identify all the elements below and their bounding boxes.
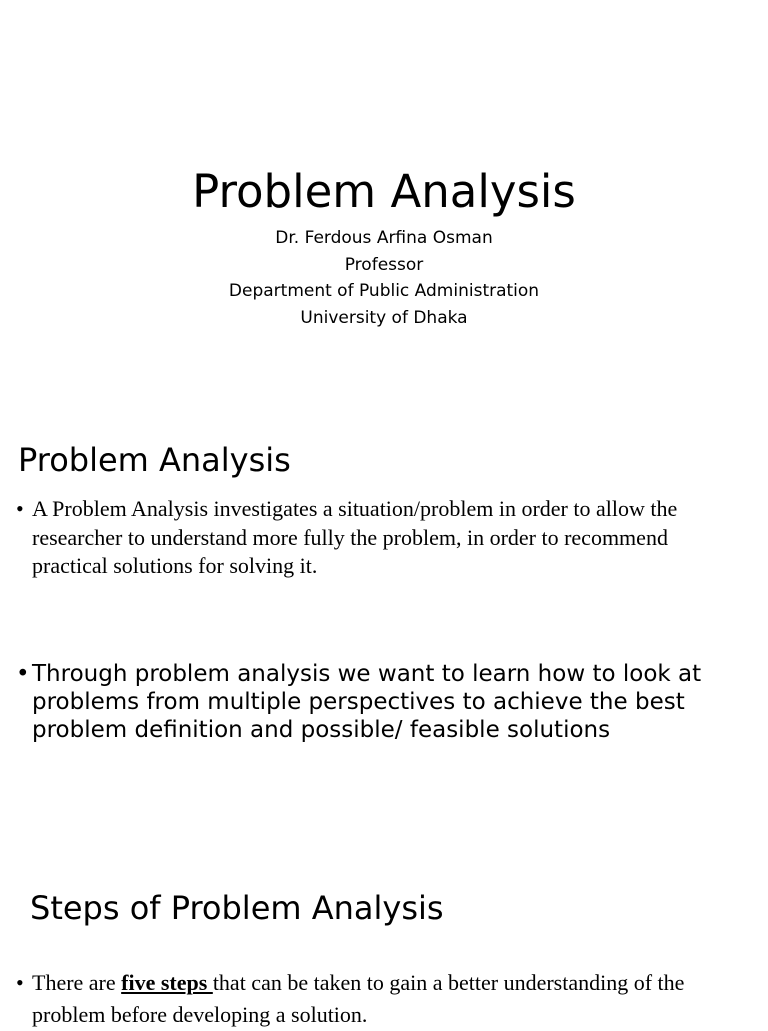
title-slide — [0, 0, 768, 380]
presenter-name: Dr. Ferdous Arfina Osman — [275, 228, 493, 248]
bullet-text-lead: There are — [32, 970, 122, 995]
bullet-item — [16, 967, 746, 1031]
bullet-item — [16, 495, 746, 581]
bullet-icon: • — [16, 970, 24, 995]
bullet-icon: • — [16, 496, 24, 521]
bullet-text: A Problem Analysis investigates a situation/problem in order to allow the researcher to understand more fully the problem, in order to recommend practical solutions for solving it. — [32, 496, 678, 578]
presenter-info — [0, 225, 768, 331]
bullet-item — [16, 660, 746, 744]
presenter-university: University of Dhaka — [300, 307, 468, 328]
bullet-text — [32, 967, 746, 1031]
bullet-text: Through problem analysis we want to learn how to look at problems from multiple perspectives to achieve the best problem definition and possible/ feasible solutions — [32, 661, 702, 743]
presenter-department: Department of Public Administration — [228, 281, 540, 301]
bullet-icon: • — [16, 661, 30, 687]
bullet-text-rest: that can be taken to gain a better understanding of the problem before developing a solution. — [32, 970, 685, 1027]
slide-heading: Problem Analysis — [18, 441, 291, 479]
presentation-title: Problem Analysis — [192, 165, 576, 218]
presenter-title: Professor — [344, 254, 424, 275]
emphasized-five-steps: five steps — [121, 970, 213, 995]
slide-heading: Steps of Problem Analysis — [30, 889, 444, 927]
